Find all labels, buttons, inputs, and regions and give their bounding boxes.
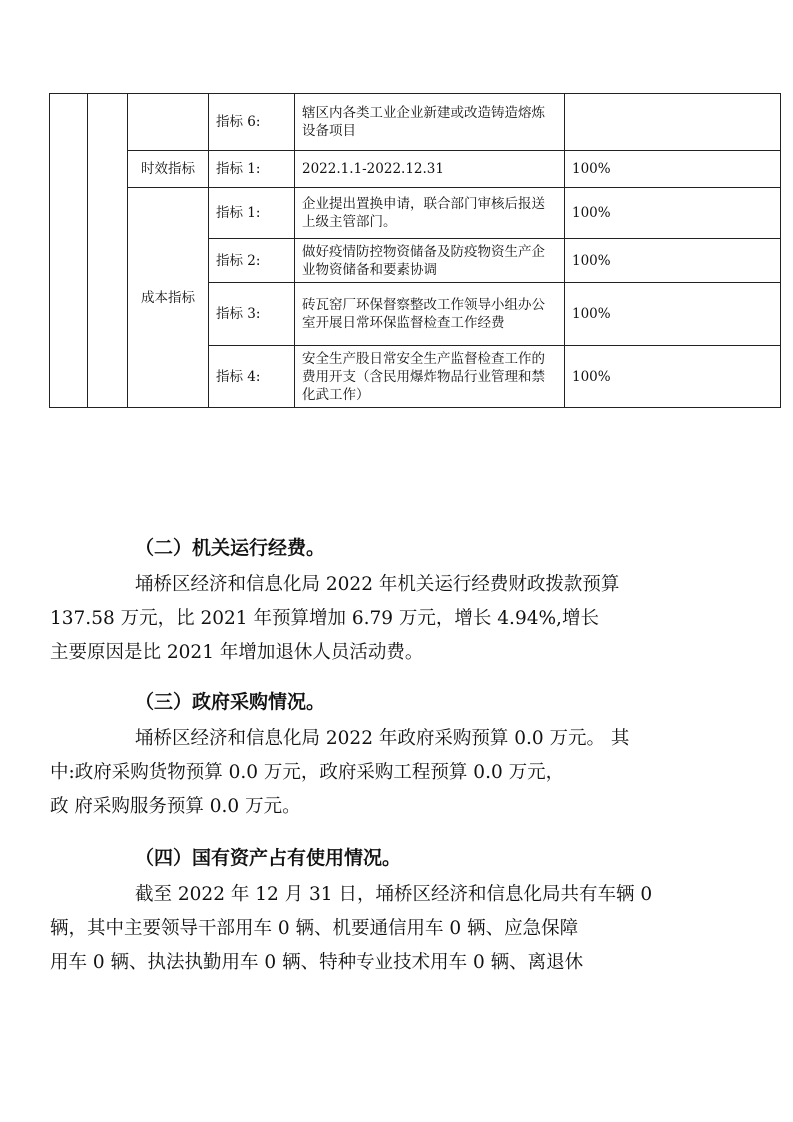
paragraph-procurement — [50, 722, 715, 824]
text-line: 辆，其中主要领导干部用车 0 辆、机要通信用车 0 辆、应急保障 — [50, 918, 579, 939]
table-row — [50, 188, 781, 239]
table-row — [50, 94, 781, 151]
text-line: 中:政府采购货物预算 0.0 万元，政府采购工程预算 0.0 万元， — [50, 762, 565, 783]
indicator-value: 100% — [565, 283, 781, 346]
indicator-value — [565, 94, 781, 151]
indicator-content: 安全生产股日常安全生产监督检查工作的费用开支（含民用爆炸物品行业管理和禁化武工作） — [295, 346, 565, 408]
table-row — [50, 151, 781, 188]
category-cost: 成本指标 — [128, 188, 209, 408]
paragraph-operating-expenses — [50, 568, 715, 670]
indicator-index: 指标 3: — [209, 283, 295, 346]
indicator-value: 100% — [565, 188, 781, 239]
level1-cell — [50, 94, 88, 408]
indicator-content: 做好疫情防控物资储备及防疫物资生产企业物资储备和要素协调 — [295, 239, 565, 283]
indicator-content: 砖瓦窑厂环保督察整改工作领导小组办公室开展日常环保监督检查工作经费 — [295, 283, 565, 346]
indicator-index: 指标 1: — [209, 151, 295, 188]
section-heading-state-assets: （四）国有资产占有使用情况。 — [135, 847, 402, 869]
indicator-value: 100% — [565, 346, 781, 408]
text-line: 埇桥区经济和信息化局 2022 年政府采购预算 0.0 万元。 其 — [135, 728, 630, 749]
indicator-value: 100% — [565, 239, 781, 283]
text-line: 用车 0 辆、执法执勤用车 0 辆、特种专业技术用车 0 辆、离退休 — [50, 952, 584, 973]
text-line: 137.58 万元，比 2021 年预算增加 6.79 万元，增长 4.94%,增长 — [50, 608, 599, 629]
indicator-index: 指标 2: — [209, 239, 295, 283]
indicator-value: 100% — [565, 151, 781, 188]
indicator-index: 指标 6: — [209, 94, 295, 151]
category-cell — [128, 94, 209, 151]
text-line: 政 府采购服务预算 0.0 万元。 — [50, 796, 301, 817]
indicator-index: 指标 4: — [209, 346, 295, 408]
performance-indicator-table — [49, 93, 781, 408]
text-line: 截至 2022 年 12 月 31 日，埇桥区经济和信息化局共有车辆 0 — [135, 884, 653, 905]
section-heading-procurement: （三）政府采购情况。 — [135, 691, 326, 713]
text-line: 埇桥区经济和信息化局 2022 年机关运行经费财政拨款预算 — [135, 574, 620, 595]
category-timeliness: 时效指标 — [128, 151, 209, 188]
paragraph-state-assets — [50, 878, 715, 980]
section-heading-operating-expenses: （二）机关运行经费。 — [135, 537, 326, 559]
level2-cell — [88, 94, 128, 408]
indicator-content: 辖区内各类工业企业新建或改造铸造熔炼设备项目 — [295, 94, 565, 151]
indicator-content: 企业提出置换申请，联合部门审核后报送上级主管部门。 — [295, 188, 565, 239]
text-line: 主要原因是比 2021 年增加退休人员活动费。 — [50, 642, 424, 663]
indicator-content: 2022.1.1-2022.12.31 — [295, 151, 565, 188]
indicator-index: 指标 1: — [209, 188, 295, 239]
